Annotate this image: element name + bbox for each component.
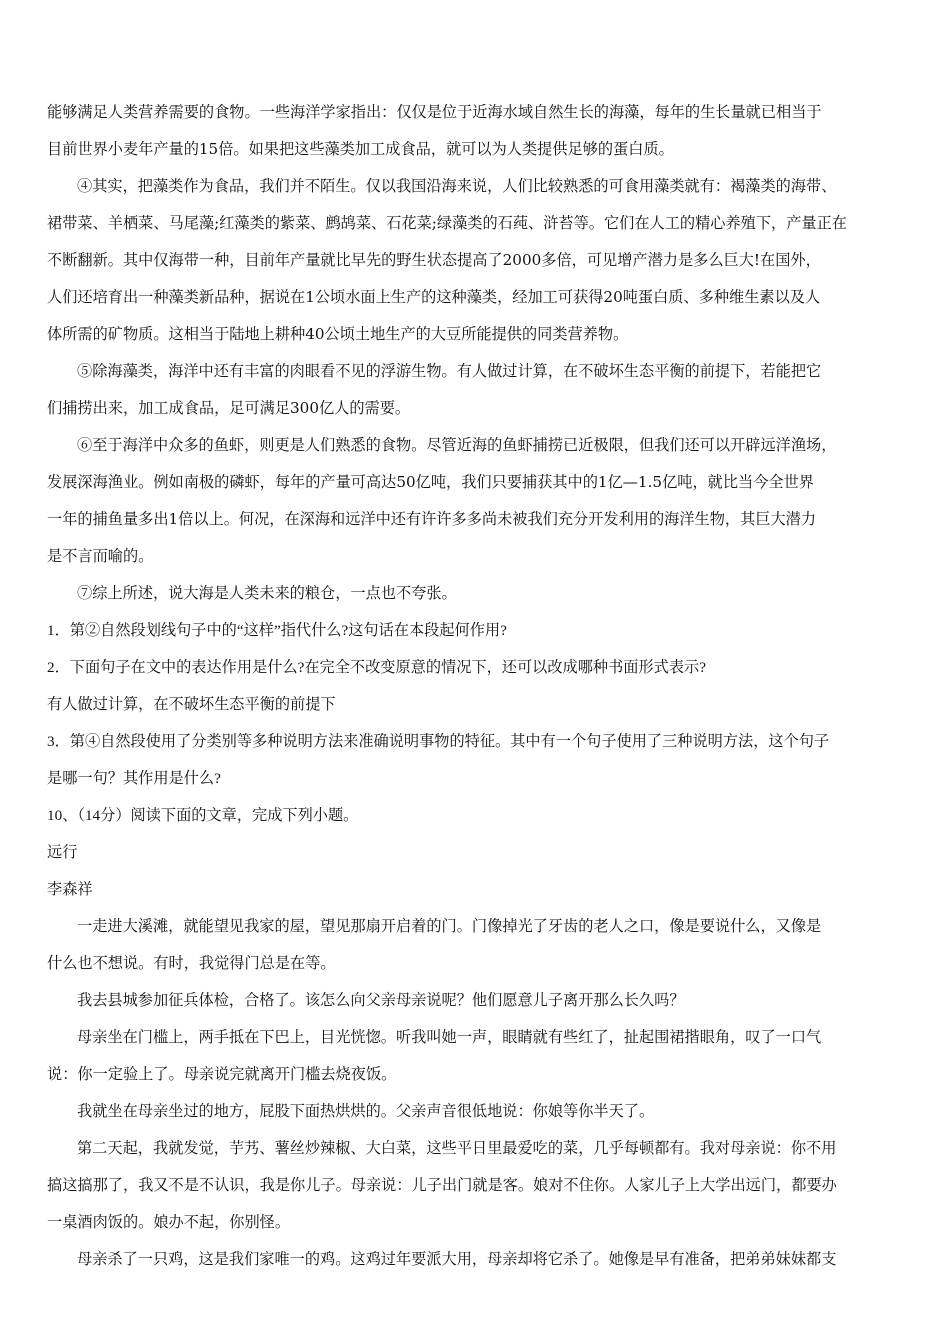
text-line: 什么也不想说。有时，我觉得门总是在等。 — [47, 954, 336, 972]
question-3-continued: 是哪一句？其作用是什么? — [47, 770, 221, 787]
story-paragraph-line: 一走进大溪滩，就能望见我家的屋，望见那扇开启着的门。门像掉光了牙齿的老人之口，像是要说什么，又像是 — [77, 917, 822, 935]
story-paragraph-line: 母亲杀了一只鸡，这是我们家唯一的鸡。这鸡过年要派大用，母亲却将它杀了。她像是早有准备，把弟弟妹妹都支 — [77, 1250, 837, 1268]
text-line: 是不言而喻的。 — [47, 547, 154, 565]
text-line: 目前世界小麦年产量的15倍。如果把这些藻类加工成食品，就可以为人类提供足够的蛋白质。 — [47, 140, 674, 158]
questions-section — [47, 612, 907, 908]
paragraph-4-line: ④其实，把藻类作为食品，我们并不陌生。仅以我国沿海来说，人们比较熟悉的可食用藻类就有：褐藻类的海带、 — [77, 177, 837, 195]
article-section — [47, 94, 907, 612]
paragraph-6-line: ⑥至于海洋中众多的鱼虾，则更是人们熟悉的食物。尽管近海的鱼虾捕捞已近极限，但我们还可以开辟远洋渔场， — [77, 436, 837, 454]
story-title: 远行 — [47, 844, 78, 861]
story-paragraph-line: 第二天起，我就发觉，芋艿、薯丝炒辣椒、大白菜，这些平日里最爱吃的菜，几乎每顿都有。我对母亲说：你不用 — [77, 1139, 837, 1157]
story-paragraph-line: 母亲坐在门槛上，两手抵在下巴上，目光恍惚。听我叫她一声，眼睛就有些红了，扯起围裙揩眼角，叹了一口气 — [77, 1028, 822, 1046]
question-1: 1．第②自然段划线句子中的“这样”指代什么?这句话在本段起何作用? — [47, 622, 507, 639]
question-2: 2．下面句子在文中的表达作用是什么?在完全不改变原意的情况下，还可以改成哪种书面形式表示? — [47, 659, 706, 676]
story-paragraph-line: 我去县城参加征兵体检，合格了。该怎么向父亲母亲说呢？他们愿意儿子离开那么长久吗？ — [77, 991, 685, 1009]
question-2-quote: 有人做过计算，在不破坏生态平衡的前提下 — [47, 696, 336, 713]
text-line: 一桌酒肉饭的。娘办不起，你别怪。 — [47, 1213, 290, 1231]
text-line: 人们还培育出一种藻类新品种，据说在1公顷水面上生产的这种藻类，经加工可获得20吨蛋白质、多种维生素以及人 — [47, 288, 821, 306]
section-10-heading: 10、（14分）阅读下面的文章，完成下列小题。 — [47, 807, 359, 824]
document-page — [47, 94, 907, 1278]
text-line: 裙带菜、羊栖菜、马尾藻;红藻类的紫菜、鹧鸪菜、石花菜;绿藻类的石莼、浒苔等。它们在人工的精心养殖下，产量正在 — [47, 214, 847, 232]
text-line: 搞这搞那了，我又不是不认识，我是你儿子。母亲说：儿子出门就是客。娘对不住你。人家儿子上大学出远门，都要办 — [47, 1176, 837, 1194]
text-line: 发展深海渔业。例如南极的磷虾，每年的产量可高达50亿吨，我们只要捕获其中的1亿—1.5亿吨，就比当今全世界 — [47, 473, 814, 491]
text-line: 们捕捞出来，加工成食品，足可满足300亿人的需要。 — [47, 399, 411, 417]
question-3: 3．第④自然段使用了分类别等多种说明方法来准确说明事物的特征。其中有一个句子使用了三种说明方法，这个句子 — [47, 733, 830, 750]
text-line: 体所需的矿物质。这相当于陆地上耕种40公顷土地生产的大豆所能提供的同类营养物。 — [47, 325, 629, 343]
text-line: 一年的捕鱼量多出1倍以上。何况，在深海和远洋中还有许许多多尚未被我们充分开发利用的海洋生物，其巨大潜力 — [47, 510, 817, 528]
text-line: 说：你一定验上了。母亲说完就离开门槛去烧夜饭。 — [47, 1065, 397, 1083]
paragraph-5-line: ⑤除海藻类，海洋中还有丰富的肉眼看不见的浮游生物。有人做过计算，在不破坏生态平衡的前提下，若能把它 — [77, 362, 822, 380]
story-author: 李森祥 — [47, 881, 93, 898]
text-line: 能够满足人类营养需要的食物。一些海洋学家指出：仅仅是位于近海水域自然生长的海藻，每年的生长量就已相当于 — [47, 103, 822, 121]
text-line: 不断翻新。其中仅海带一种，目前年产量就比早先的野生状态提高了2000多倍，可见增产潜力是多么巨大!在国外， — [47, 251, 821, 269]
paragraph-7-line: ⑦综上所述，说大海是人类未来的粮仓，一点也不夸张。 — [77, 584, 457, 602]
story-paragraph-line: 我就坐在母亲坐过的地方，屁股下面热烘烘的。父亲声音很低地说：你娘等你半天了。 — [77, 1102, 655, 1120]
story-section — [47, 908, 907, 1278]
